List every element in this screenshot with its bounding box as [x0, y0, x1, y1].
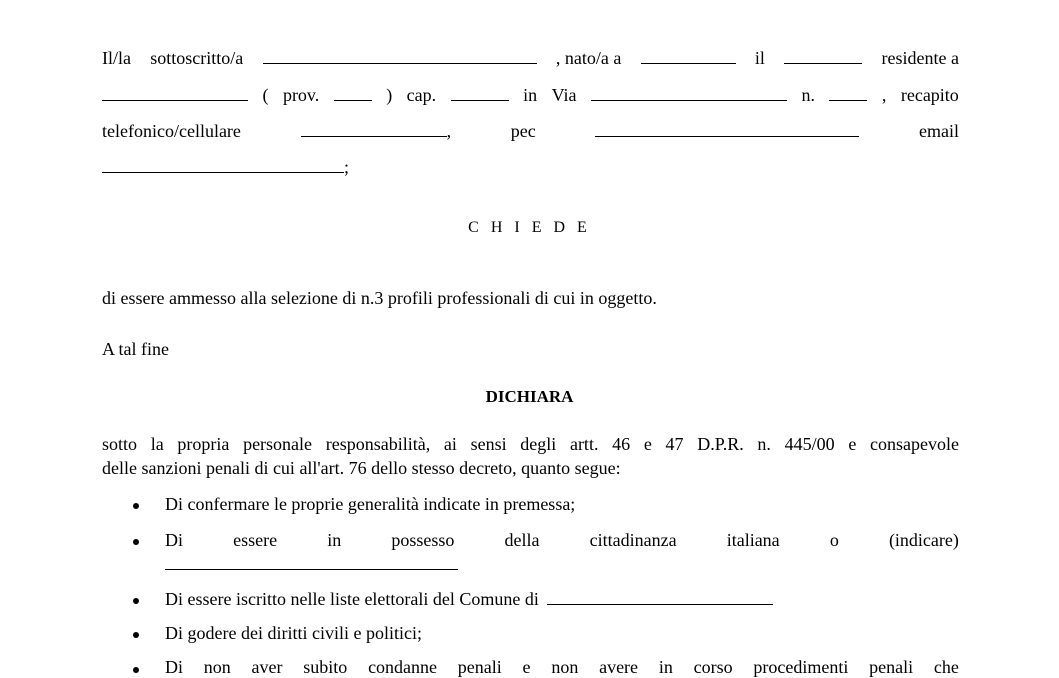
request-text: di essere ammesso alla selezione di n.3 profili professionali di cui in oggetto. [102, 288, 657, 308]
province-field[interactable] [334, 86, 372, 101]
bullet-word: o [829, 530, 839, 550]
bullet-word: possesso [391, 530, 455, 550]
decl-word: propria [177, 434, 230, 454]
bullet-item-diritti: Di godere dei diritti civili e politici; [165, 623, 422, 643]
bullet-word: e [522, 657, 531, 677]
intro-word: recapito [900, 85, 959, 105]
decl-word: e [848, 434, 857, 454]
intro-word: telefonico/cellulare [102, 121, 241, 141]
bullet-word: penali [457, 657, 502, 677]
intro-word: prov. [282, 85, 320, 105]
bullet-word: penali [869, 657, 914, 677]
intro-word: , nato/a a [555, 48, 622, 68]
decl-word: D.P.R. [697, 434, 744, 454]
cap-field[interactable] [451, 86, 509, 101]
bullet-word: aver [251, 657, 283, 677]
intro-word: pec [510, 121, 536, 141]
intro-word: ( [262, 85, 269, 105]
bullet-word: condanne [368, 657, 438, 677]
bullet-word: avere [599, 657, 639, 677]
decl-word: responsabilità, [325, 434, 431, 454]
bullet-dot-icon [133, 632, 139, 638]
bullet-word: in [658, 657, 673, 677]
chiede-heading: C H I E D E [468, 219, 591, 236]
declaration-line-1 [102, 434, 959, 455]
name-field[interactable] [263, 49, 537, 64]
decl-word: 47 [665, 434, 684, 454]
intro-word: email [918, 121, 959, 141]
bullet-text: Di essere iscritto nelle liste elettorali del Comune di [165, 589, 539, 609]
intro-word: sottoscritto/a [150, 48, 244, 68]
decl-word: artt. [569, 434, 599, 454]
decl-word: n. [757, 434, 771, 454]
bullet-item-generalita: Di confermare le proprie generalità indicate in premessa; [165, 494, 576, 514]
bullet-word: non [203, 657, 231, 677]
bullet-word: corso [693, 657, 733, 677]
bullet-dot-icon [133, 667, 139, 673]
dichiara-heading: DICHIARA [485, 387, 574, 406]
intro-line-3 [102, 121, 959, 142]
citizenship-field[interactable] [165, 555, 458, 570]
intro-word: in [523, 85, 538, 105]
residence-field[interactable] [102, 86, 248, 101]
bullet-word: che [933, 657, 959, 677]
decl-word: e [643, 434, 652, 454]
intro-word: ; [344, 157, 350, 177]
intro-word: Via [551, 85, 577, 105]
bullet-word: procedimenti [753, 657, 849, 677]
bullet-word: cittadinanza [589, 530, 677, 550]
decl-word: degli [520, 434, 557, 454]
intro-word: , [881, 85, 887, 105]
decl-word: consapevole [870, 434, 959, 454]
bullet-dot-icon [133, 539, 139, 545]
intro-word: ) [386, 85, 393, 105]
street-field[interactable] [591, 86, 787, 101]
citizenship-line [165, 554, 959, 575]
intro-word: Il/la [102, 48, 131, 68]
bullet-item-liste-elettorali [165, 589, 959, 610]
bullet-word: essere [233, 530, 278, 550]
intro-line-1 [102, 48, 959, 69]
decl-word: personale [243, 434, 313, 454]
bullet-word: in [327, 530, 342, 550]
bullet-dot-icon [133, 503, 139, 509]
intro-line-4 [102, 157, 959, 178]
intro-word: cap. [406, 85, 437, 105]
bullet-word: (indicare) [888, 530, 959, 550]
bullet-word: Di [165, 530, 183, 550]
decl-word: 46 [612, 434, 631, 454]
declaration-line-2: delle sanzioni penali di cui all'art. 76 dello stesso decreto, quanto segue: [102, 458, 621, 478]
decl-word: ai [443, 434, 457, 454]
phone-group [301, 121, 452, 142]
intro-line-2 [102, 85, 959, 106]
bullet-dot-icon [133, 598, 139, 604]
phone-field[interactable] [301, 122, 447, 137]
bullet-word: italiana [726, 530, 780, 550]
bullet-word: Di [165, 657, 183, 677]
intro-word: n. [801, 85, 815, 105]
bullet-item-cittadinanza [165, 530, 959, 551]
bullet-word: non [551, 657, 579, 677]
email-field[interactable] [102, 158, 344, 173]
decl-word: sotto [102, 434, 138, 454]
birthdate-field[interactable] [784, 49, 862, 64]
intro-word: il [754, 48, 765, 68]
birthplace-field[interactable] [641, 49, 736, 64]
comune-field[interactable] [547, 590, 773, 605]
a-tal-fine-text: A tal fine [102, 339, 169, 359]
street-number-field[interactable] [829, 86, 867, 101]
decl-word: 445/00 [784, 434, 835, 454]
decl-word: la [150, 434, 164, 454]
decl-word: sensi [470, 434, 507, 454]
bullet-word: subito [303, 657, 348, 677]
pec-field[interactable] [595, 122, 859, 137]
bullet-word: della [504, 530, 540, 550]
intro-word: residente a [881, 48, 959, 68]
intro-word: , [446, 121, 452, 141]
